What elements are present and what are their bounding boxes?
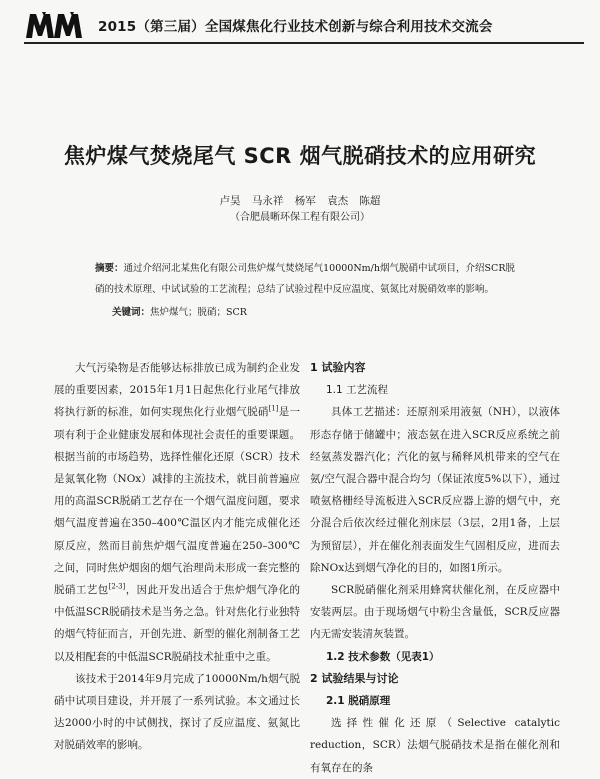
abstract-label: 摘要：	[95, 263, 124, 274]
subsection-heading-2-1: 2.1 脱硝原理	[326, 695, 391, 708]
paper-title: 焦炉煤气焚烧尾气 SCR 烟气脱硝技术的应用研究	[63, 144, 537, 168]
page-header	[24, 8, 584, 44]
intro-paragraph-2: 该技术于2014年9月完成了10000Nm/h烟气脱硝中试项目建设，并开展了一系列试验。本文通过长达2000小时的中试侧找，探讨了反应温度、氨氮比对脱硝效率的影响。	[54, 672, 300, 752]
principle-paragraph: 选择性催化还原（Selective catalytic reduction，SCR）法烟气脱硝技术是指在催化剂和有氧存在的条	[310, 717, 560, 774]
association-logo-icon	[24, 10, 90, 40]
catalyst-paragraph: SCR脱硝催化剂采用蜂窝状催化剂，在反应器中安装两层。由于现场烟气中粉尘含量低，SCR反应器内无需安装清灰装置。	[310, 584, 560, 641]
paper-affiliation: （合肥晨晰环保工程有限公司）	[230, 212, 370, 223]
section-heading-2: 2 试验结果与讨论	[310, 671, 399, 685]
section-heading-1: 1 试验内容	[310, 361, 366, 374]
process-paragraph: 具体工艺描述：还原剂采用液氨（NH），以液体形态存储于储罐中；液态氨在进入SCR反应系统之前经氨蒸发器汽化；汽化的氨与稀释风机带来的空气在氨/空气混合器中混合均匀（保证浓度5%以下），通过喷氨格栅经导流板进入SCR反应器上游的烟气中，充分混合后依次经过催化剂床层（3层，2用1备，上层为预留层），并在催化剂表面发生气固相反应，进而去除NOx达到烟气净化的目的，如图1所示。	[310, 406, 560, 574]
left-column	[54, 357, 300, 757]
intro-paragraph-1	[54, 357, 300, 668]
keywords-text: 焦炉煤气；脱硝；SCR	[150, 307, 247, 318]
intro-text-a: 大气污染物是否能够达标排放已成为制约企业发展的重要因素，2015年1月1日起焦化行业尾气排放将执行新的标准，如何实现焦化行业烟气脱硝	[54, 362, 300, 419]
abstract-text: 通过介绍河北某焦化有限公司焦炉煤气焚烧尾气10000Nm/h烟气脱硝中试项目，介绍SCR脱硝的技术原理、中试试验的工艺流程；总结了试验过程中反应温度、氨氮比对脱硝效率的影响。	[95, 263, 515, 295]
subsection-heading-1-1: 1.1 工艺流程	[326, 384, 389, 397]
paper-authors: 卢昊 马永祥 杨军 袁杰 陈超	[219, 195, 381, 207]
abstract	[95, 258, 515, 300]
citation-ref-2: [2-3]	[108, 582, 126, 591]
citation-ref-1: [1]	[268, 404, 279, 413]
conference-title: 2015（第三届）全国煤焦化行业技术创新与综合利用技术交流会	[98, 19, 493, 35]
intro-text-c: ，因此开发出适合于焦炉烟气净化的中低温SCR脱硝技术是当务之急。针对焦化行业独特的烟气特征而言，开创先进、新型的催化剂制备工艺以及相配套的中低温SCR脱硝技术扯重中之重。	[54, 584, 301, 663]
keywords	[112, 302, 512, 323]
right-column	[310, 357, 560, 779]
intro-text-b: 是一项有利于企业健康发展和体现社会责任的重要课题。根据当前的市场趋势，选择性催化还原（SCR）技术是氮氧化物（NOx）减排的主流技术，就目前普遍应用的高温SCR脱硝工艺存在一个烟气温度问题，要求烟气温度普遍在350–400℃温区内才能完成催化还原反应，然而目前焦炉烟气温度普遍在250–300℃之间，同时焦炉烟囱的烟气治理尚未形成一套完整的脱硝工艺包	[54, 406, 301, 597]
subsection-heading-1-2: 1.2 技术参数（见表1）	[326, 650, 440, 663]
keywords-label: 关键词：	[112, 307, 151, 318]
